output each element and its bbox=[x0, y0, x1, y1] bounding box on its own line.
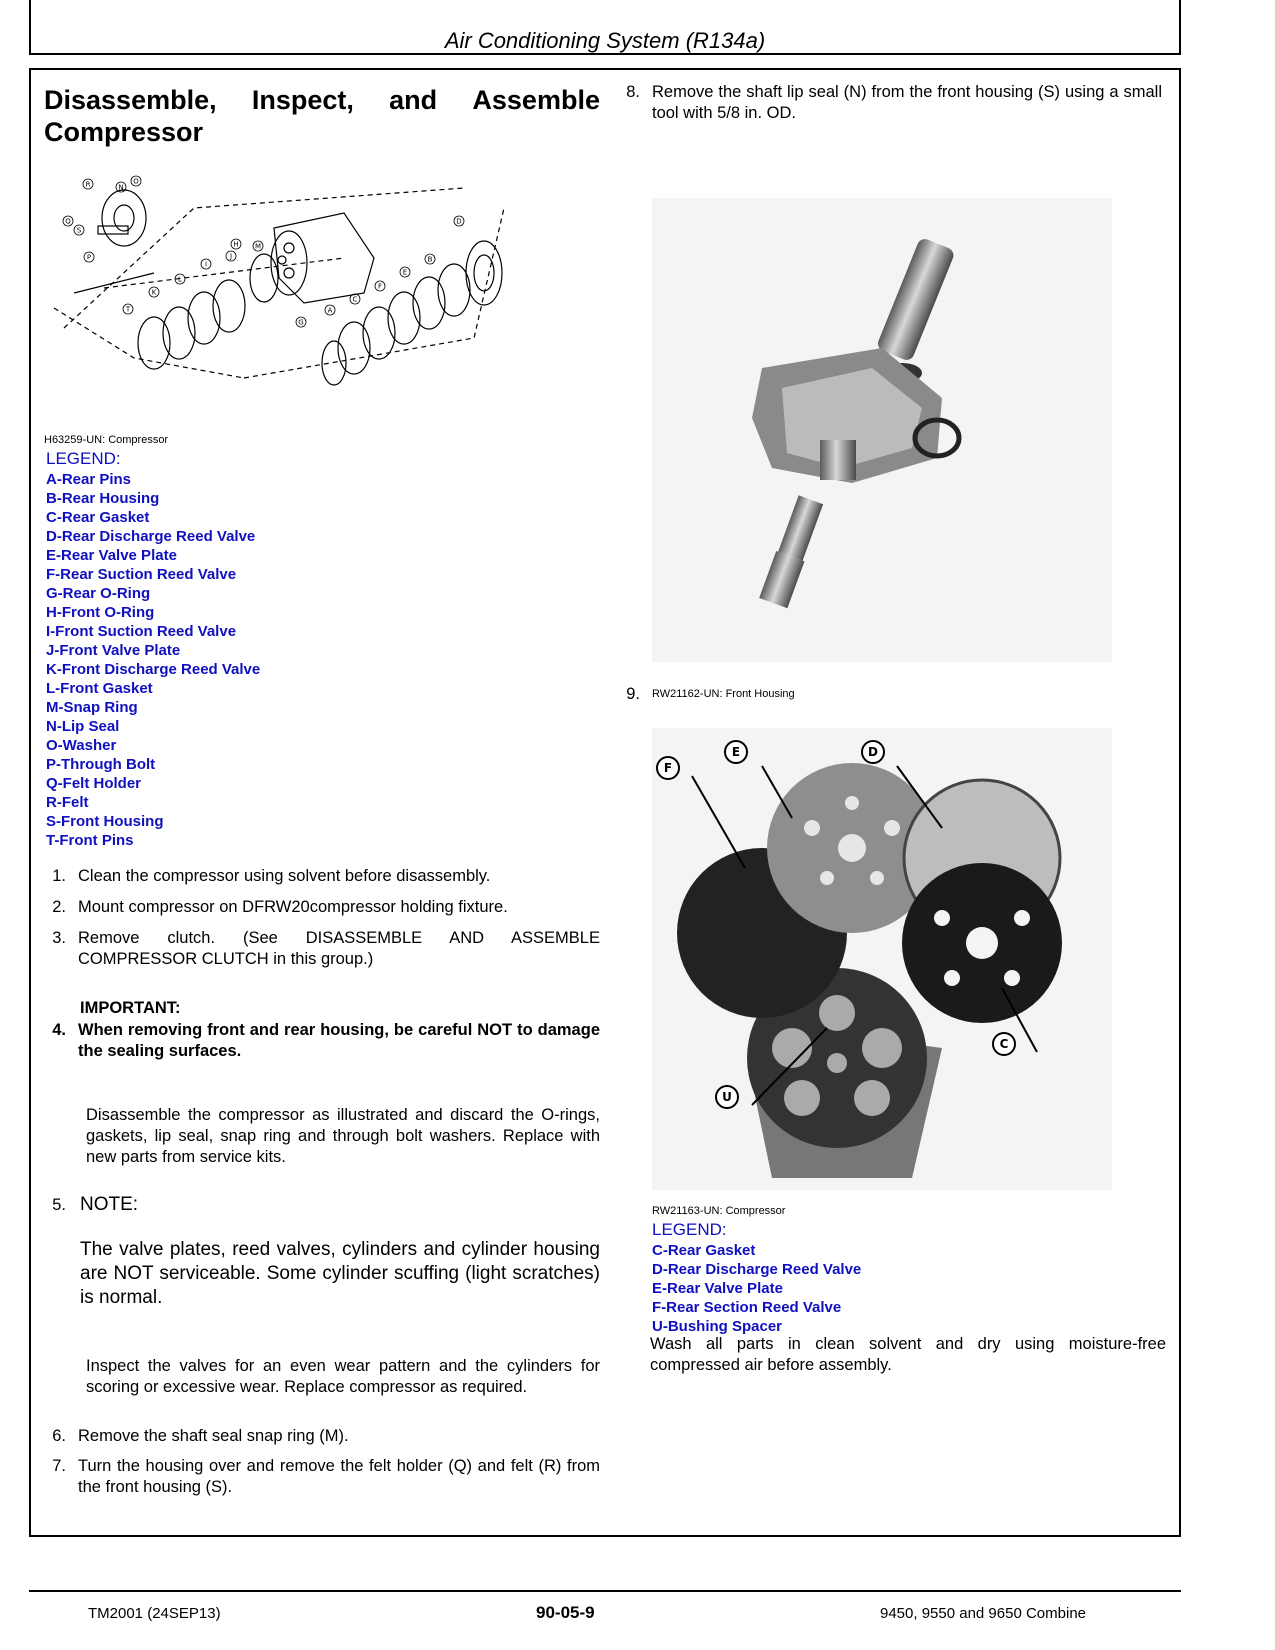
step-text: Turn the housing over and remove the felt holder (Q) and felt (R) from the front housing (S). bbox=[78, 1457, 600, 1496]
legend-item: S-Front Housing bbox=[46, 813, 164, 830]
legend-item: I-Front Suction Reed Valve bbox=[46, 623, 237, 640]
step-number: 6. bbox=[52, 1427, 66, 1445]
footer-doc-id: TM2001 (24SEP13) bbox=[88, 1605, 221, 1622]
valve-plates-photo bbox=[652, 728, 1112, 1190]
step-number: 9. bbox=[626, 685, 640, 703]
title-word: and bbox=[389, 85, 438, 115]
callout-label: K bbox=[151, 288, 157, 297]
step-number: 4. bbox=[52, 1021, 66, 1039]
page-header bbox=[29, 0, 1181, 55]
callout-label: J bbox=[229, 252, 233, 261]
callout-label: O bbox=[133, 177, 139, 186]
footer-product: 9450, 9550 and 9650 Combine bbox=[880, 1605, 1087, 1622]
callout-label: D bbox=[456, 217, 462, 226]
callout-label: A bbox=[327, 306, 333, 315]
callout-label: R bbox=[85, 180, 91, 189]
callout-label: H bbox=[233, 240, 239, 249]
title-word: Disassemble, bbox=[44, 85, 217, 115]
step-number: 8. bbox=[626, 83, 640, 101]
legend-item: Q-Felt Holder bbox=[46, 775, 142, 792]
legend-item: C-Rear Gasket bbox=[652, 1242, 756, 1259]
step-text: When removing front and rear housing, be careful NOT to damage the sealing surfaces. bbox=[78, 1021, 600, 1060]
legend-item: G-Rear O-Ring bbox=[46, 585, 151, 602]
wash-instruction: Wash all parts in clean solvent and dry using moisture-free compressed air before assembly. bbox=[650, 1335, 1166, 1374]
legend-item: F-Rear Suction Reed Valve bbox=[46, 566, 237, 583]
figure3-legend bbox=[652, 1241, 861, 1336]
title-word: Inspect, bbox=[251, 85, 354, 115]
step-number: 7. bbox=[52, 1457, 66, 1475]
legend-item: D-Rear Discharge Reed Valve bbox=[652, 1261, 862, 1278]
legend-item: N-Lip Seal bbox=[46, 718, 120, 735]
legend-item: K-Front Discharge Reed Valve bbox=[46, 661, 261, 678]
figure1-caption: H63259-UN: Compressor bbox=[44, 434, 169, 446]
callout-label: P bbox=[86, 253, 92, 262]
front-housing-photo bbox=[652, 198, 1112, 662]
legend-item: C-Rear Gasket bbox=[46, 509, 150, 526]
legend-item: U-Bushing Spacer bbox=[652, 1318, 783, 1335]
step-number: 1. bbox=[52, 867, 66, 885]
legend-item: T-Front Pins bbox=[46, 832, 134, 849]
note-text: The valve plates, reed valves, cylinders and cylinder housing are NOT serviceable. Some cylinder scuffing (light scratches) is normal. bbox=[80, 1239, 600, 1308]
callout-label: G bbox=[298, 318, 304, 327]
footer-rule bbox=[29, 1590, 1181, 1592]
callout-label: U bbox=[722, 1090, 732, 1104]
legend-item: B-Rear Housing bbox=[46, 490, 160, 507]
callout-label: S bbox=[76, 226, 82, 235]
callout-label: C bbox=[999, 1037, 1009, 1051]
legend-item: P-Through Bolt bbox=[46, 756, 156, 773]
legend-item: E-Rear Valve Plate bbox=[46, 547, 177, 564]
callout-label: B bbox=[427, 255, 433, 264]
footer-page-number: 90-05-9 bbox=[536, 1603, 595, 1622]
callout-label: C bbox=[352, 295, 358, 304]
legend-item: H-Front O-Ring bbox=[46, 604, 155, 621]
step-text: Mount compressor on DFRW20compressor holding fixture. bbox=[78, 898, 508, 916]
step-text: Clean the compressor using solvent before disassembly. bbox=[78, 867, 491, 885]
step-number: 5. bbox=[52, 1196, 66, 1214]
important-label: IMPORTANT: bbox=[80, 999, 181, 1017]
header-title: Air Conditioning System (R134a) bbox=[444, 28, 766, 53]
step-number: 3. bbox=[52, 929, 66, 947]
legend-item: R-Felt bbox=[46, 794, 89, 811]
step-text: Remove the shaft lip seal (N) from the front housing (S) using a small tool with 5/8 in. OD. bbox=[652, 83, 1162, 122]
callout-label: M bbox=[254, 242, 262, 251]
step-number: 2. bbox=[52, 898, 66, 916]
callout-label: D bbox=[868, 745, 878, 759]
callout-label: E bbox=[731, 745, 741, 759]
figure3-legend-head: LEGEND: bbox=[652, 1220, 727, 1239]
callout-label: L bbox=[178, 275, 182, 284]
legend-item: M-Snap Ring bbox=[46, 699, 138, 716]
legend-item: A-Rear Pins bbox=[46, 471, 132, 488]
legend-item: E-Rear Valve Plate bbox=[652, 1280, 783, 1297]
figure1-legend-head: LEGEND: bbox=[46, 449, 121, 468]
title-line2: Compressor bbox=[44, 117, 204, 147]
compressor-exploded-diagram bbox=[44, 168, 514, 390]
step-4-paragraph: Disassemble the compressor as illustrated and discard the O-rings, gaskets, lip seal, snap ring and through bolt washers. Replace with new parts from service kits. bbox=[86, 1106, 600, 1166]
step-text: NOTE: bbox=[80, 1194, 139, 1215]
figure3-caption: RW21163-UN: Compressor bbox=[652, 1205, 786, 1217]
figure2-caption: RW21162-UN: Front Housing bbox=[652, 688, 795, 700]
callout-label: F bbox=[663, 761, 673, 775]
callout-label: T bbox=[125, 305, 131, 314]
legend-item: F-Rear Section Reed Valve bbox=[652, 1299, 842, 1316]
legend-item: L-Front Gasket bbox=[46, 680, 153, 697]
step-5-paragraph: Inspect the valves for an even wear pattern and the cylinders for scoring or excessive wear. Replace compressor as required. bbox=[86, 1357, 600, 1396]
title-word: Assemble bbox=[472, 85, 600, 115]
step-text: Remove the shaft seal snap ring (M). bbox=[78, 1427, 349, 1445]
legend-item: O-Washer bbox=[46, 737, 117, 754]
step-text: Remove clutch. (See DISASSEMBLE AND ASSEMBLE COMPRESSOR CLUTCH in this group.) bbox=[78, 929, 600, 968]
legend-item: J-Front Valve Plate bbox=[46, 642, 181, 659]
callout-label: Q bbox=[65, 217, 71, 226]
callout-label: I bbox=[204, 260, 208, 269]
figure1-legend bbox=[46, 470, 260, 850]
callout-label: N bbox=[118, 183, 124, 192]
callout-label: F bbox=[377, 282, 383, 291]
section-title bbox=[44, 84, 600, 148]
callout-label: E bbox=[402, 268, 408, 277]
legend-item: D-Rear Discharge Reed Valve bbox=[46, 528, 256, 545]
